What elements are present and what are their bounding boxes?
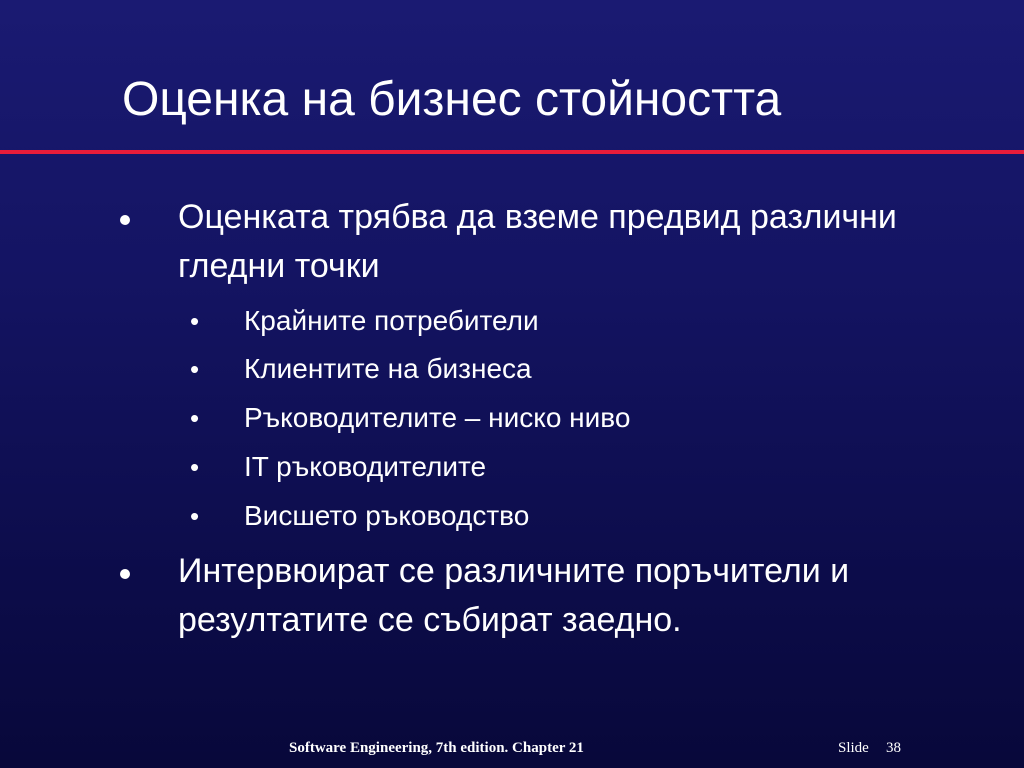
bullet-text: Интервюират се различните поръчители и резултатите се събират заедно. bbox=[178, 552, 850, 639]
sub-bullet-item bbox=[190, 301, 890, 341]
sub-bullet-text: Клиентите на бизнеса bbox=[244, 353, 532, 384]
slide-title: Оценка на бизнес стойността bbox=[122, 73, 782, 126]
footer-slide-number: 38 bbox=[886, 740, 901, 756]
bullet-item bbox=[120, 547, 980, 645]
sub-bullet-dot-icon: • bbox=[190, 403, 200, 433]
slide-footer bbox=[0, 736, 1024, 760]
bullet-dot-icon bbox=[120, 215, 130, 225]
sub-bullet-text: Крайните потребители bbox=[244, 305, 539, 336]
sub-bullet-text: Ръководителите – ниско ниво bbox=[244, 402, 631, 433]
bullet-item bbox=[120, 193, 980, 291]
bullet-dot-icon bbox=[120, 569, 130, 579]
sub-bullet-item bbox=[190, 398, 890, 438]
sub-bullet-text: Висшето ръководство bbox=[244, 500, 530, 531]
sub-bullet-dot-icon: • bbox=[190, 452, 200, 482]
footer-book-title: Software Engineering, 7th edition. Chapter 21 bbox=[289, 740, 584, 756]
sub-bullet-item bbox=[190, 349, 890, 389]
bullet-text: Оценката трябва да вземе предвид различни гледни точки bbox=[178, 198, 897, 285]
sub-bullet-item bbox=[190, 496, 890, 536]
sub-bullet-text: IT ръководителите bbox=[244, 451, 487, 482]
sub-bullet-dot-icon: • bbox=[190, 306, 200, 336]
sub-bullet-dot-icon: • bbox=[190, 501, 200, 531]
footer-slide-label: Slide bbox=[838, 740, 869, 756]
title-divider bbox=[0, 150, 1024, 154]
sub-bullet-dot-icon: • bbox=[190, 354, 200, 384]
sub-bullet-item bbox=[190, 447, 890, 487]
